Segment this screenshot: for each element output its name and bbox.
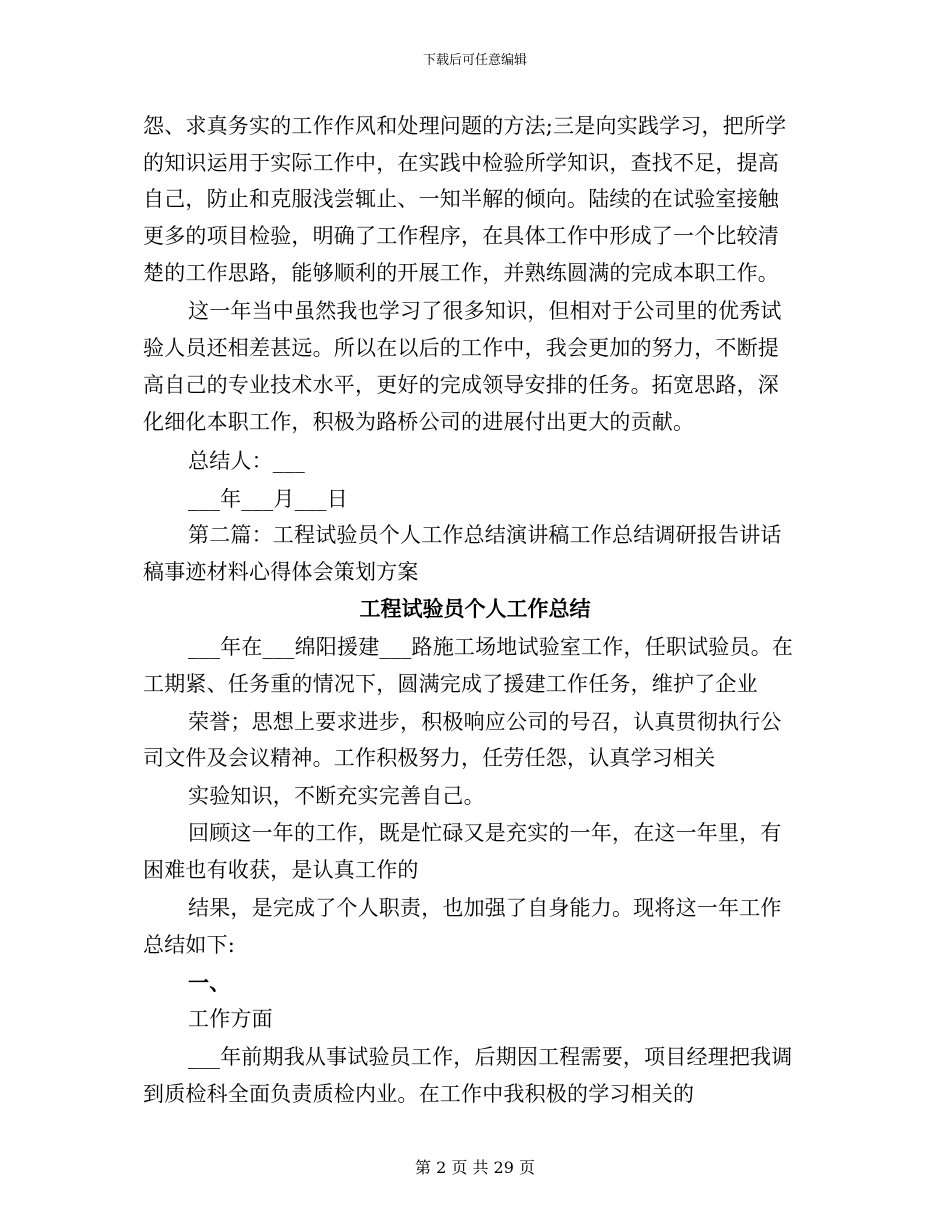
paragraph-line: 自己，防止和克服浅尝辄止、一知半解的倾向。陆续的在试验室接触 [143, 187, 779, 211]
paragraph-line: 司文件及会议精神。工作积极努力，任劳任怨，认真学习相关 [143, 746, 716, 770]
signature-line: 总结人：___ [188, 449, 305, 473]
paragraph-line: 化细化本职工作，积极为路桥公司的进展付出更大的贡献。 [143, 410, 695, 434]
page-number: 第 2 页 共 29 页 [415, 1158, 535, 1177]
document-title: 工程试验员个人工作总结 [359, 596, 591, 621]
page-header: 下载后可任意编辑 [422, 53, 527, 68]
paragraph-line: 困难也有收获，是认真工作的 [143, 858, 419, 882]
paragraph-line: 结果，是完成了个人职责，也加强了自身能力。现将这一年工作 [188, 896, 782, 920]
paragraph-line: 怨、求真务实的工作作风和处理问题的方法;三是向实践学习，把所学 [143, 114, 787, 138]
paragraph-line: 高自己的专业技术水平，更好的完成领导安排的任务。拓宽思路，深 [143, 373, 779, 397]
paragraph-line: ___年前期我从事试验员工作，后期因工程需要，项目经理把我调 [188, 1045, 793, 1069]
paragraph-line: 这一年当中虽然我也学习了很多知识，但相对于公司里的优秀试 [188, 299, 782, 323]
paragraph-line: 更多的项目检验，明确了工作程序，在具体工作中形成了一个比较清 [143, 224, 779, 248]
paragraph-line: 楚的工作思路，能够顺利的开展工作，并熟练圆满的完成本职工作。 [143, 261, 779, 285]
paragraph-line: 荣誉；思想上要求进步，积极响应公司的号召，认真贯彻执行公 [188, 710, 782, 734]
section-heading-line: 稿事迹材料心得体会策划方案 [143, 560, 419, 584]
section-heading-line: 第二篇：工程试验员个人工作总结演讲稿工作总结调研报告讲话 [188, 523, 782, 547]
paragraph-line: ___年在___绵阳援建___路施工场地试验室工作，任职试验员。在 [188, 635, 794, 659]
paragraph-line: 验人员还相差甚远。所以在以后的工作中，我会更加的努力，不断提 [143, 336, 779, 360]
paragraph-line: 的知识运用于实际工作中，在实践中检验所学知识，查找不足，提高 [143, 151, 779, 175]
paragraph-line: 总结如下: [143, 933, 236, 957]
paragraph-line: 实验知识，不断充实完善自己。 [188, 784, 485, 808]
date-line: ___年___月___日 [188, 487, 348, 511]
paragraph-line: 到质检科全面负责质检内业。在工作中我积极的学习相关的 [143, 1082, 695, 1106]
list-number: 一、 [188, 970, 231, 995]
paragraph-line: 工期紧、任务重的情况下，圆满完成了援建工作任务，维护了企业 [143, 672, 758, 696]
paragraph-line: 回顾这一年的工作，既是忙碌又是充实的一年，在这一年里，有 [188, 821, 782, 845]
subsection-heading: 工作方面 [188, 1007, 273, 1031]
